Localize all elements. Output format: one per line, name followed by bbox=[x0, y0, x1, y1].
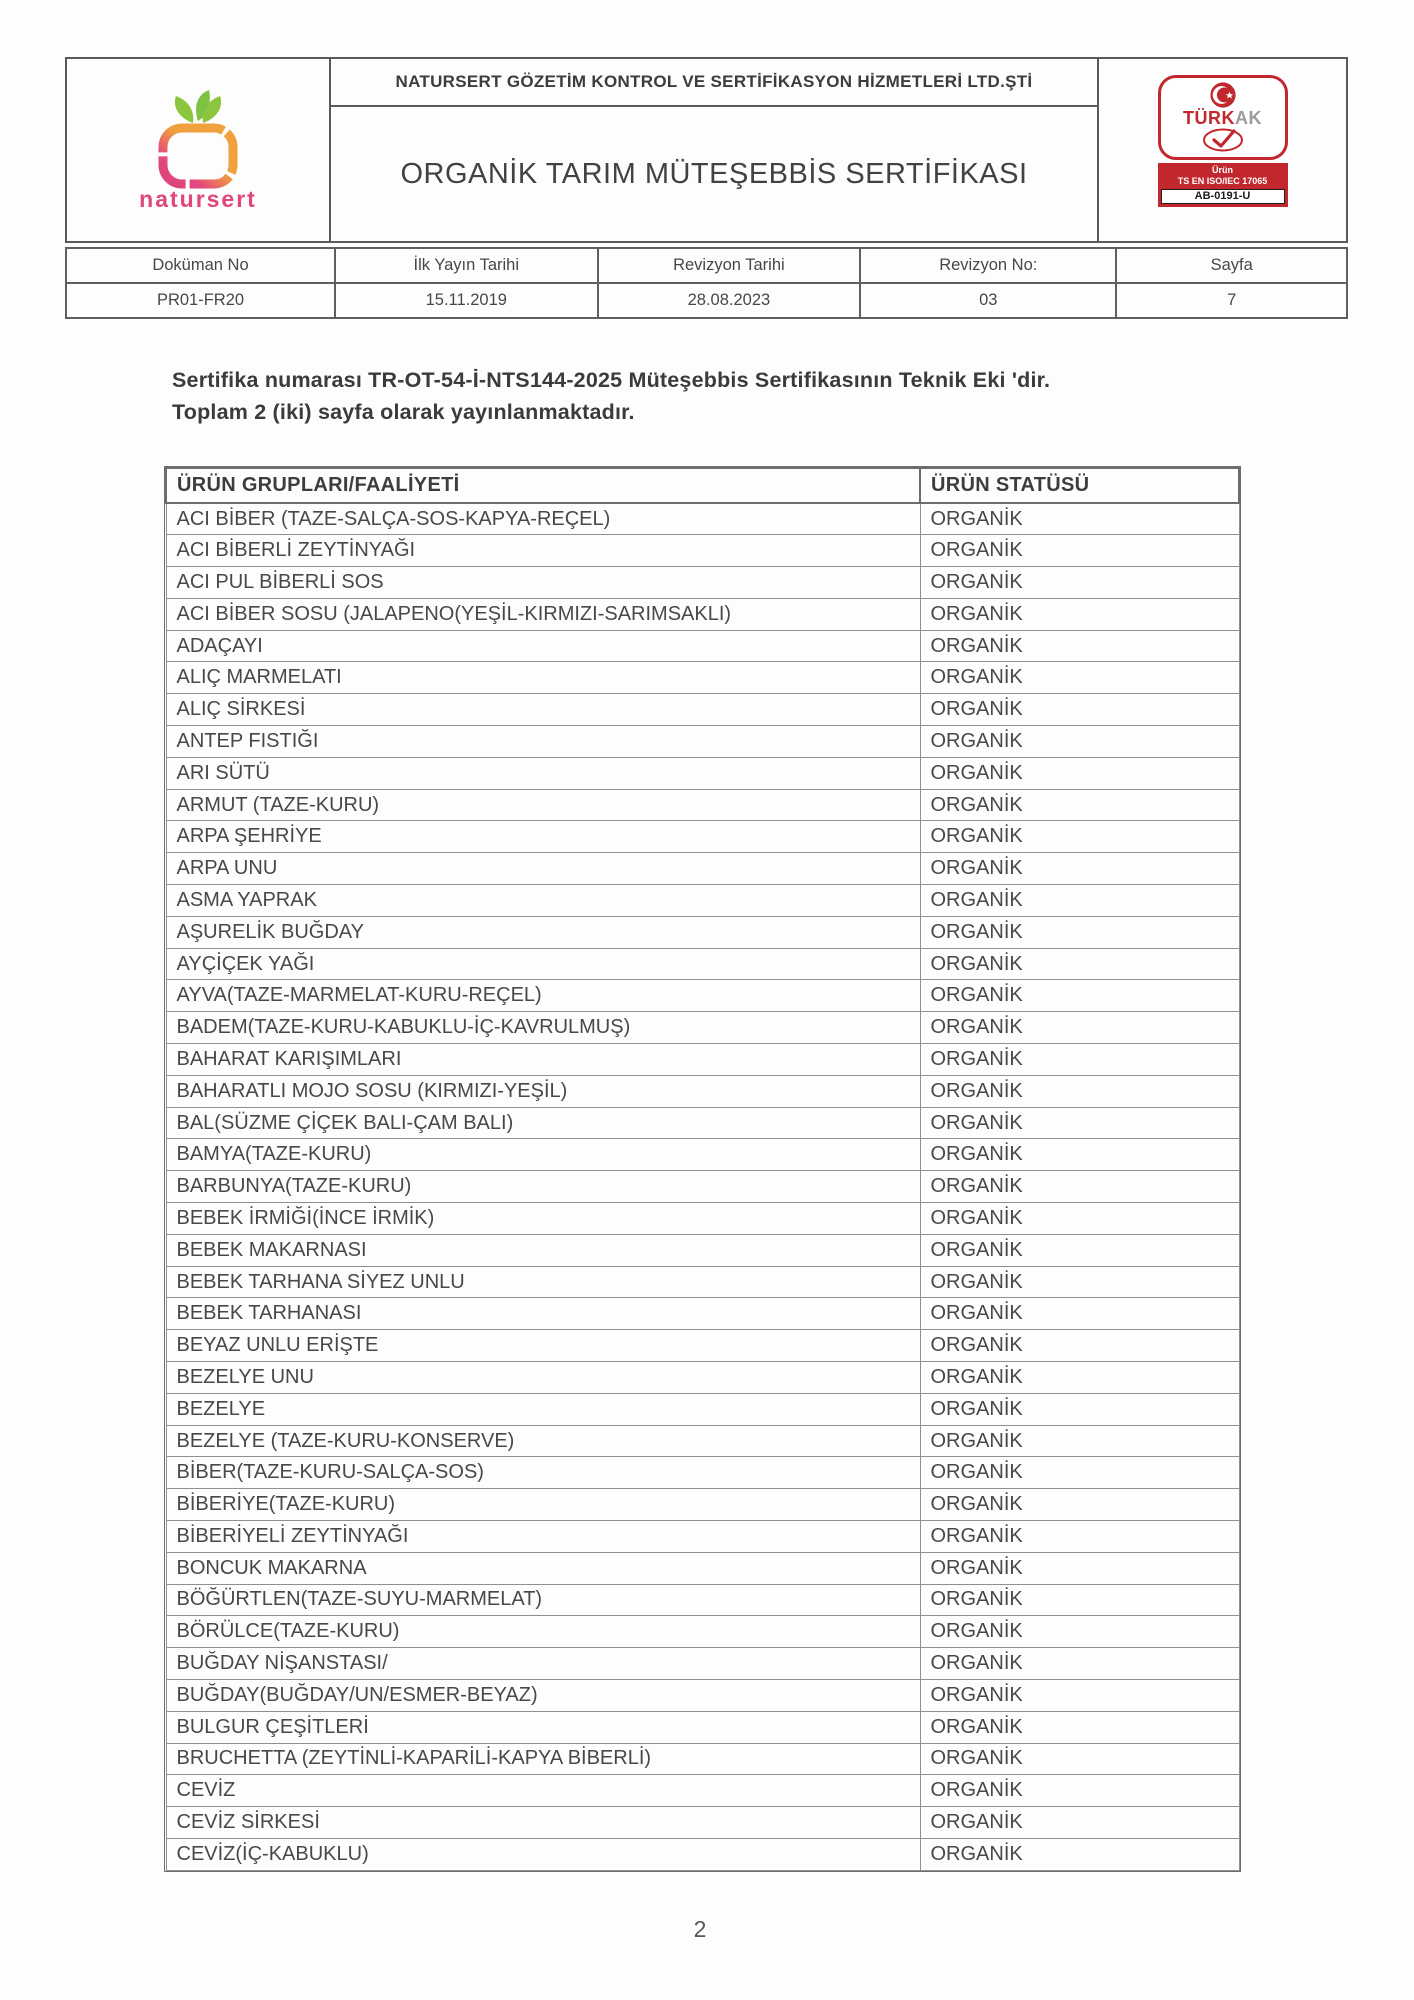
turkak-frame bbox=[1158, 75, 1288, 160]
product-cell: ACI BİBER (TAZE-SALÇA-SOS-KAPYA-REÇEL) bbox=[166, 503, 920, 535]
table-row bbox=[166, 1234, 1239, 1266]
status-cell: ORGANİK bbox=[920, 503, 1239, 535]
document-header bbox=[65, 57, 1348, 243]
revision-date-value: 28.08.2023 bbox=[598, 283, 861, 318]
table-row bbox=[166, 885, 1239, 917]
table-row bbox=[166, 1107, 1239, 1139]
first-issue-date-value: 15.11.2019 bbox=[335, 283, 598, 318]
product-cell: AYÇİÇEK YAĞI bbox=[166, 948, 920, 980]
product-cell: BUĞDAY(BUĞDAY/UN/ESMER-BEYAZ) bbox=[166, 1679, 920, 1711]
table-row bbox=[166, 1075, 1239, 1107]
product-cell: BUĞDAY NİŞANSTASI/ bbox=[166, 1648, 920, 1680]
status-cell: ORGANİK bbox=[920, 726, 1239, 758]
table-row bbox=[166, 789, 1239, 821]
table-row bbox=[166, 694, 1239, 726]
status-cell: ORGANİK bbox=[920, 694, 1239, 726]
table-row bbox=[166, 535, 1239, 567]
status-cell: ORGANİK bbox=[920, 948, 1239, 980]
status-cell: ORGANİK bbox=[920, 1425, 1239, 1457]
leaf-icon bbox=[175, 90, 221, 123]
revision-no-value: 03 bbox=[860, 283, 1116, 318]
product-cell: AYVA(TAZE-MARMELAT-KURU-REÇEL) bbox=[166, 980, 920, 1012]
crescent-star-icon bbox=[1209, 81, 1237, 109]
natursert-apple-icon bbox=[135, 88, 261, 190]
status-cell: ORGANİK bbox=[920, 1044, 1239, 1076]
status-cell: ORGANİK bbox=[920, 1743, 1239, 1775]
header-title-cell bbox=[331, 59, 1097, 241]
doc-info-table bbox=[65, 247, 1348, 319]
product-cell: ACI BİBERLİ ZEYTİNYAĞI bbox=[166, 535, 920, 567]
status-cell: ORGANİK bbox=[920, 757, 1239, 789]
status-cell: ORGANİK bbox=[920, 535, 1239, 567]
product-cell: ALIÇ SİRKESİ bbox=[166, 694, 920, 726]
table-row bbox=[166, 1584, 1239, 1616]
table-row bbox=[166, 1044, 1239, 1076]
natursert-logo bbox=[67, 59, 331, 241]
status-cell: ORGANİK bbox=[920, 1171, 1239, 1203]
status-cell: ORGANİK bbox=[920, 885, 1239, 917]
product-cell: BEBEK TARHANASI bbox=[166, 1298, 920, 1330]
status-cell: ORGANİK bbox=[920, 1107, 1239, 1139]
product-cell: BEBEK İRMİĞİ(İNCE İRMİK) bbox=[166, 1203, 920, 1235]
page-label: Sayfa bbox=[1116, 248, 1347, 283]
status-cell: ORGANİK bbox=[920, 1775, 1239, 1807]
table-row bbox=[166, 1489, 1239, 1521]
table-row bbox=[166, 1139, 1239, 1171]
page-value: 7 bbox=[1116, 283, 1347, 318]
table-row bbox=[166, 757, 1239, 789]
product-cell: BİBER(TAZE-KURU-SALÇA-SOS) bbox=[166, 1457, 920, 1489]
product-cell: BEZELYE bbox=[166, 1393, 920, 1425]
doc-no-value: PR01-FR20 bbox=[66, 283, 335, 318]
product-cell: ARI SÜTÜ bbox=[166, 757, 920, 789]
table-row bbox=[166, 821, 1239, 853]
table-row bbox=[166, 1552, 1239, 1584]
table-row bbox=[166, 1616, 1239, 1648]
status-cell: ORGANİK bbox=[920, 1298, 1239, 1330]
status-cell: ORGANİK bbox=[920, 789, 1239, 821]
table-row bbox=[166, 916, 1239, 948]
product-cell: BEYAZ UNLU ERİŞTE bbox=[166, 1330, 920, 1362]
table-row bbox=[166, 1393, 1239, 1425]
status-cell: ORGANİK bbox=[920, 1330, 1239, 1362]
table-row bbox=[166, 853, 1239, 885]
product-cell: BAHARATLI MOJO SOSU (KIRMIZI-YEŞİL) bbox=[166, 1075, 920, 1107]
status-cell: ORGANİK bbox=[920, 567, 1239, 599]
table-row bbox=[166, 1838, 1239, 1870]
product-cell: ARPA ŞEHRİYE bbox=[166, 821, 920, 853]
status-cell: ORGANİK bbox=[920, 1838, 1239, 1870]
status-cell: ORGANİK bbox=[920, 1362, 1239, 1394]
revision-no-label: Revizyon No: bbox=[860, 248, 1116, 283]
product-cell: BONCUK MAKARNA bbox=[166, 1552, 920, 1584]
table-row bbox=[166, 1743, 1239, 1775]
turkak-banner-line2: TS EN ISO/IEC 17065 bbox=[1177, 176, 1268, 186]
product-cell: BULGUR ÇEŞİTLERİ bbox=[166, 1711, 920, 1743]
table-row bbox=[166, 726, 1239, 758]
product-cell: BİBERİYELİ ZEYTİNYAĞI bbox=[166, 1521, 920, 1553]
table-row bbox=[166, 1807, 1239, 1839]
table-row bbox=[166, 1330, 1239, 1362]
status-cell: ORGANİK bbox=[920, 1075, 1239, 1107]
product-cell: ARPA UNU bbox=[166, 853, 920, 885]
table-row bbox=[166, 1362, 1239, 1394]
status-cell: ORGANİK bbox=[920, 821, 1239, 853]
status-cell: ORGANİK bbox=[920, 1679, 1239, 1711]
page-title: ORGANİK TARIM MÜTEŞEBBİS SERTİFİKASI bbox=[400, 157, 1028, 190]
table-row bbox=[166, 567, 1239, 599]
status-cell: ORGANİK bbox=[920, 1203, 1239, 1235]
product-cell: BRUCHETTA (ZEYTİNLİ-KAPARİLİ-KAPYA BİBERLİ) bbox=[166, 1743, 920, 1775]
turkak-badge bbox=[1154, 75, 1292, 207]
table-row bbox=[166, 1775, 1239, 1807]
apple-outline bbox=[163, 128, 233, 184]
revision-date-label: Revizyon Tarihi bbox=[598, 248, 861, 283]
status-cell: ORGANİK bbox=[920, 1457, 1239, 1489]
table-row bbox=[166, 1679, 1239, 1711]
product-cell: BAMYA(TAZE-KURU) bbox=[166, 1139, 920, 1171]
status-cell: ORGANİK bbox=[920, 1393, 1239, 1425]
brand-wordmark: natursert bbox=[139, 185, 257, 212]
table-row bbox=[166, 1298, 1239, 1330]
table-row bbox=[166, 1648, 1239, 1680]
table-row bbox=[166, 598, 1239, 630]
status-cell: ORGANİK bbox=[920, 1234, 1239, 1266]
product-cell: CEVİZ bbox=[166, 1775, 920, 1807]
product-cell: ACI PUL BİBERLİ SOS bbox=[166, 567, 920, 599]
status-cell: ORGANİK bbox=[920, 630, 1239, 662]
status-cell: ORGANİK bbox=[920, 1139, 1239, 1171]
product-cell: BEBEK TARHANA SİYEZ UNLU bbox=[166, 1266, 920, 1298]
product-cell: ASMA YAPRAK bbox=[166, 885, 920, 917]
product-status-header: ÜRÜN STATÜSÜ bbox=[920, 468, 1239, 503]
turkak-accreditation-no: AB-0191-U bbox=[1161, 189, 1285, 204]
table-row bbox=[166, 980, 1239, 1012]
status-cell: ORGANİK bbox=[920, 1552, 1239, 1584]
doc-info-value-row bbox=[66, 283, 1347, 318]
status-cell: ORGANİK bbox=[920, 1616, 1239, 1648]
checkmark-icon bbox=[1201, 127, 1245, 153]
status-cell: ORGANİK bbox=[920, 598, 1239, 630]
table-row bbox=[166, 1425, 1239, 1457]
table-row bbox=[166, 630, 1239, 662]
company-name: NATURSERT GÖZETİM KONTROL VE SERTİFİKASYON HİZMETLERİ LTD.ŞTİ bbox=[331, 59, 1097, 107]
status-cell: ORGANİK bbox=[920, 1012, 1239, 1044]
status-cell: ORGANİK bbox=[920, 662, 1239, 694]
table-row bbox=[166, 1171, 1239, 1203]
status-cell: ORGANİK bbox=[920, 980, 1239, 1012]
product-cell: BEZELYE UNU bbox=[166, 1362, 920, 1394]
status-cell: ORGANİK bbox=[920, 1711, 1239, 1743]
table-row bbox=[166, 1012, 1239, 1044]
product-table-header-row bbox=[166, 468, 1239, 503]
product-cell: CEVİZ(İÇ-KABUKLU) bbox=[166, 1838, 920, 1870]
product-cell: CEVİZ SİRKESİ bbox=[166, 1807, 920, 1839]
certificate-intro: Sertifika numarası TR-OT-54-İ-NTS144-2025 Müteşebbis Sertifikasının Teknik Eki 'dir. Toplam 2 (iki) sayfa olarak yayınlanmaktadır. bbox=[172, 367, 1051, 424]
product-cell: ACI BİBER SOSU (JALAPENO(YEŞİL-KIRMIZI-SARIMSAKLI) bbox=[166, 598, 920, 630]
turkak-accreditation-banner bbox=[1158, 163, 1288, 207]
product-cell: BEBEK MAKARNASI bbox=[166, 1234, 920, 1266]
turkak-banner-line1: Ürün bbox=[1212, 165, 1233, 175]
table-row bbox=[166, 1521, 1239, 1553]
product-cell: ARMUT (TAZE-KURU) bbox=[166, 789, 920, 821]
status-cell: ORGANİK bbox=[920, 1584, 1239, 1616]
product-cell: BADEM(TAZE-KURU-KABUKLU-İÇ-KAVRULMUŞ) bbox=[166, 1012, 920, 1044]
page-number: 2 bbox=[693, 1916, 707, 1942]
status-cell: ORGANİK bbox=[920, 1489, 1239, 1521]
product-cell: ADAÇAYI bbox=[166, 630, 920, 662]
turkak-logo bbox=[1097, 59, 1346, 241]
table-row bbox=[166, 1266, 1239, 1298]
product-cell: BEZELYE (TAZE-KURU-KONSERVE) bbox=[166, 1425, 920, 1457]
product-cell: BİBERİYE(TAZE-KURU) bbox=[166, 1489, 920, 1521]
status-cell: ORGANİK bbox=[920, 1648, 1239, 1680]
product-groups-header: ÜRÜN GRUPLARI/FAALİYETİ bbox=[166, 468, 920, 503]
product-cell: BARBUNYA(TAZE-KURU) bbox=[166, 1171, 920, 1203]
table-row bbox=[166, 662, 1239, 694]
status-cell: ORGANİK bbox=[920, 916, 1239, 948]
turkak-wordmark: TÜRKAK bbox=[1183, 108, 1262, 128]
first-issue-date-label: İlk Yayın Tarihi bbox=[335, 248, 598, 283]
product-cell: BÖRÜLCE(TAZE-KURU) bbox=[166, 1616, 920, 1648]
product-cell: BÖĞÜRTLEN(TAZE-SUYU-MARMELAT) bbox=[166, 1584, 920, 1616]
product-table bbox=[165, 467, 1240, 1871]
table-row bbox=[166, 1711, 1239, 1743]
status-cell: ORGANİK bbox=[920, 853, 1239, 885]
status-cell: ORGANİK bbox=[920, 1266, 1239, 1298]
doc-info-header-row bbox=[66, 248, 1347, 283]
product-cell: ALIÇ MARMELATI bbox=[166, 662, 920, 694]
product-cell: ANTEP FISTIĞI bbox=[166, 726, 920, 758]
product-cell: BAL(SÜZME ÇİÇEK BALI-ÇAM BALI) bbox=[166, 1107, 920, 1139]
table-row bbox=[166, 1203, 1239, 1235]
status-cell: ORGANİK bbox=[920, 1807, 1239, 1839]
product-cell: AŞURELİK BUĞDAY bbox=[166, 916, 920, 948]
status-cell: ORGANİK bbox=[920, 1521, 1239, 1553]
table-row bbox=[166, 1457, 1239, 1489]
product-cell: BAHARAT KARIŞIMLARI bbox=[166, 1044, 920, 1076]
table-row bbox=[166, 948, 1239, 980]
table-row bbox=[166, 503, 1239, 535]
doc-no-label: Doküman No bbox=[66, 248, 335, 283]
product-table-body bbox=[166, 503, 1239, 1870]
